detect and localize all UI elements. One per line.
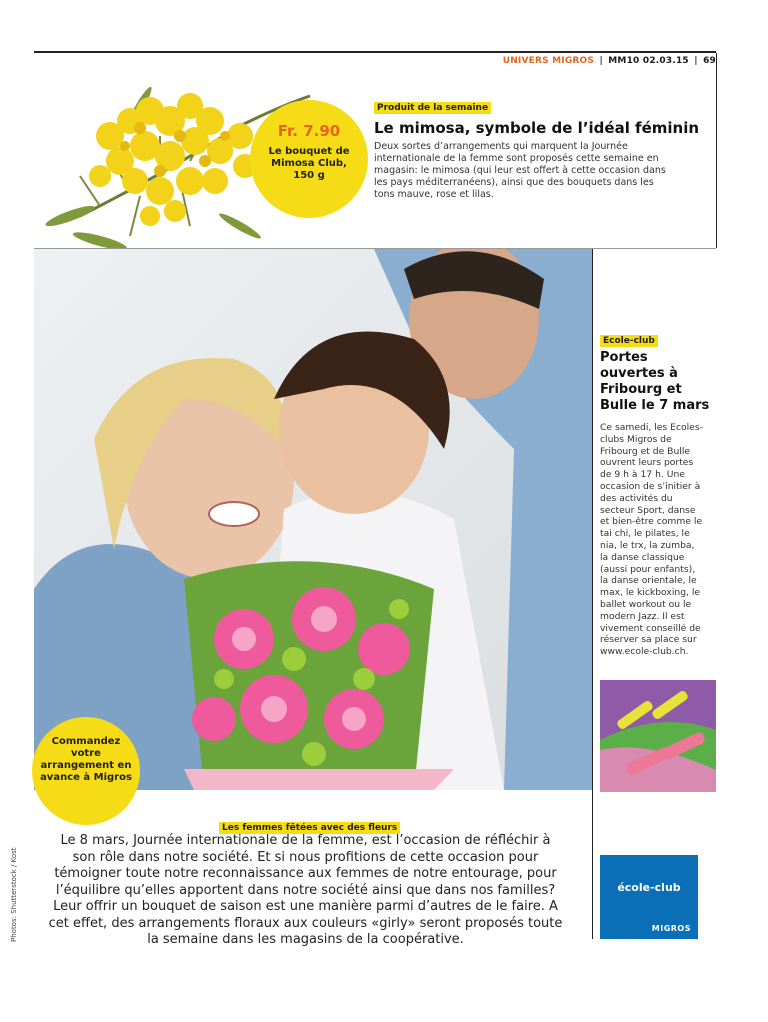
ecole-club-logo-name: école-club [617, 881, 681, 894]
sidebar-title: Portes ouvertes à Fribourg et Bulle le 7 mars [600, 350, 710, 413]
issue-label: MM10 02.03.15 [608, 56, 689, 66]
product-text: Deux sortes d’arrangements qui marquent la Journée internationale de la femme sont proposés cette semaine en magasin: le mimosa (qui leur est offert à cette occasion dans les pays méditerranéens), ainsi que des bouquets dans les tons mauve, rose et lilas. [374, 141, 666, 200]
order-badge-text: Commandez votre arrangement en avance à Migros [40, 736, 132, 783]
photo-credit: Photos: Shutterstock / Kost [10, 847, 18, 942]
price: Fr. 7.90 [277, 122, 341, 140]
section-label: UNIVERS MIGROS [502, 56, 595, 66]
product-title: Le mimosa, symbole de l’idéal féminin [374, 119, 700, 137]
dumbbells-photo [600, 680, 716, 792]
product-tag: Produit de la semaine [374, 102, 491, 114]
ecole-club-logo [600, 855, 698, 939]
family-flowers-photo [34, 249, 592, 790]
page-number: 69 [703, 56, 716, 66]
page-header: UNIVERS MIGROS | MM10 02.03.15 | 69 [502, 56, 716, 66]
sidebar-tag: Ecole-club [600, 335, 658, 347]
column-divider-side [592, 249, 593, 939]
price-description: Le bouquet de Mimosa Club, 150 g [268, 146, 350, 181]
order-badge [32, 717, 140, 825]
migros-logo-text: MIGROS [651, 924, 691, 933]
women-text: Le 8 mars, Journée internationale de la femme, est l’occasion de réfléchir à son rôle dans notre société. Et si nous profitions de cette occasion pour témoigner toute notre reconnaissance aux femmes de notre entourage, pour l’équilibre qu’elles apportent dans notre société ainsi que dans nos familles? Leur offrir un bouquet de saison est une manière parmi d’autres de le faire. A cet effet, des arrangements floraux aux couleurs «girly» seront proposés toute la semaine dans les magasins de la coopérative. [48, 833, 563, 947]
sidebar-text: Ce samedi, les Ecoles-clubs Migros de Fribourg et de Bulle ouvrent leurs portes de 9 h à 17 h. Une occasion de s’initier à des activités du secteur Sport, danse et bien-être comme le tai chi, le pilates, le nia, le trx, la zumba, la danse classique (aussi pour enfants), la danse orientale, le max, le kickboxing, le ballet workout ou le modern Jazz. Il est vivement conseillé de réserver sa place sur www.ecole-club.ch. [600, 422, 703, 658]
women-tag: Les femmes fêtées avec des fleurs [219, 822, 400, 834]
price-badge [250, 100, 368, 218]
column-divider-top [716, 53, 717, 248]
top-rule [34, 51, 716, 53]
